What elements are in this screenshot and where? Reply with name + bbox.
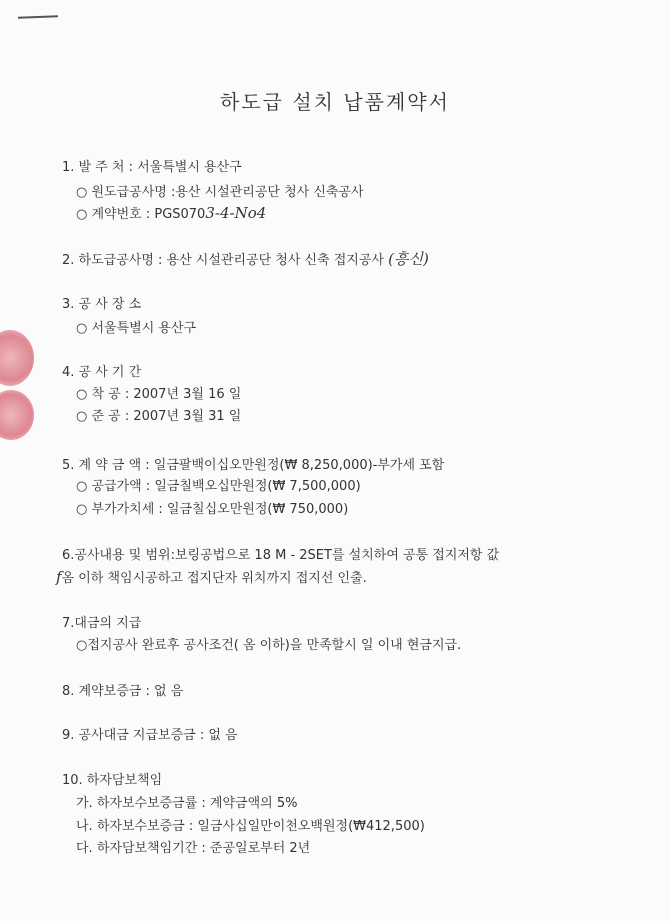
section-3-site: 3. 공 사 장 소 bbox=[62, 297, 142, 312]
section-10-warranty-period: 다. 하자담보책임기간 : 준공일로부터 2년 bbox=[76, 841, 311, 856]
section-2-subcontract-name bbox=[62, 248, 429, 269]
section-6-scope-line-2 bbox=[56, 567, 367, 586]
red-seal-stamp-upper bbox=[0, 330, 34, 386]
section-7-payment-terms: ○접지공사 완료후 공사조건( 옴 이하)을 만족할시 일 이내 현금지급. bbox=[76, 638, 462, 653]
section-1-client: 1. 발 주 처 : 서울특별시 용산구 bbox=[62, 160, 242, 175]
contract-number-text: ○ 계약번호 : PGS070 bbox=[76, 207, 206, 222]
section-3-site-address: ○ 서울특별시 용산구 bbox=[76, 321, 197, 336]
section-10-warranty-deposit: 나. 하자보수보증금 : 일금사십일만이천오백원정(₩412,500) bbox=[76, 819, 425, 834]
pen-mark bbox=[18, 15, 58, 18]
subcontract-name-text: 2. 하도급공사명 : 용산 시설관리공단 청사 신축 접지공사 bbox=[62, 253, 384, 268]
handwritten-value: f bbox=[56, 568, 62, 586]
section-4-end-date: ○ 준 공 : 2007년 3월 31 일 bbox=[76, 409, 242, 424]
section-1-contract-number bbox=[76, 203, 266, 222]
section-4-period: 4. 공 사 기 간 bbox=[62, 365, 142, 380]
section-8-contract-deposit: 8. 계약보증금 : 없 음 bbox=[62, 684, 184, 699]
section-5-contract-amount: 5. 계 약 금 액 : 일금팔백이십오만원정(₩ 8,250,000)-부가세 포함 bbox=[62, 458, 445, 473]
section-10-warranty-rate: 가. 하자보수보증금률 : 계약금액의 5% bbox=[76, 796, 298, 811]
red-seal-stamp-lower bbox=[0, 390, 34, 440]
handwritten-note: (흥신) bbox=[388, 250, 429, 268]
section-10-warranty: 10. 하자담보책임 bbox=[62, 773, 163, 788]
section-5-supply-value: ○ 공급가액 : 일금칠백오십만원정(₩ 7,500,000) bbox=[76, 479, 361, 494]
section-4-start-date: ○ 착 공 : 2007년 3월 16 일 bbox=[76, 387, 242, 402]
scope-line-2-text: 옴 이하 책임시공하고 접지단자 위치까지 접지선 인출. bbox=[61, 571, 367, 586]
section-7-payment: 7.대금의 지급 bbox=[62, 616, 142, 631]
document-title: 하도급 설치 납품계약서 bbox=[220, 90, 450, 114]
section-6-scope-line-1: 6.공사내용 및 범위:보링공법으로 18 M - 2SET를 설치하여 공통 접지저항 값 bbox=[62, 548, 500, 563]
section-9-payment-guarantee: 9. 공사대금 지급보증금 : 없 음 bbox=[62, 728, 238, 743]
handwritten-contract-number: 3-4-No4 bbox=[205, 204, 267, 222]
section-5-vat: ○ 부가가치세 : 일금칠십오만원정(₩ 750,000) bbox=[76, 502, 349, 517]
section-1-original-contract-name: ○ 원도급공사명 :용산 시설관리공단 청사 신축공사 bbox=[76, 185, 364, 200]
